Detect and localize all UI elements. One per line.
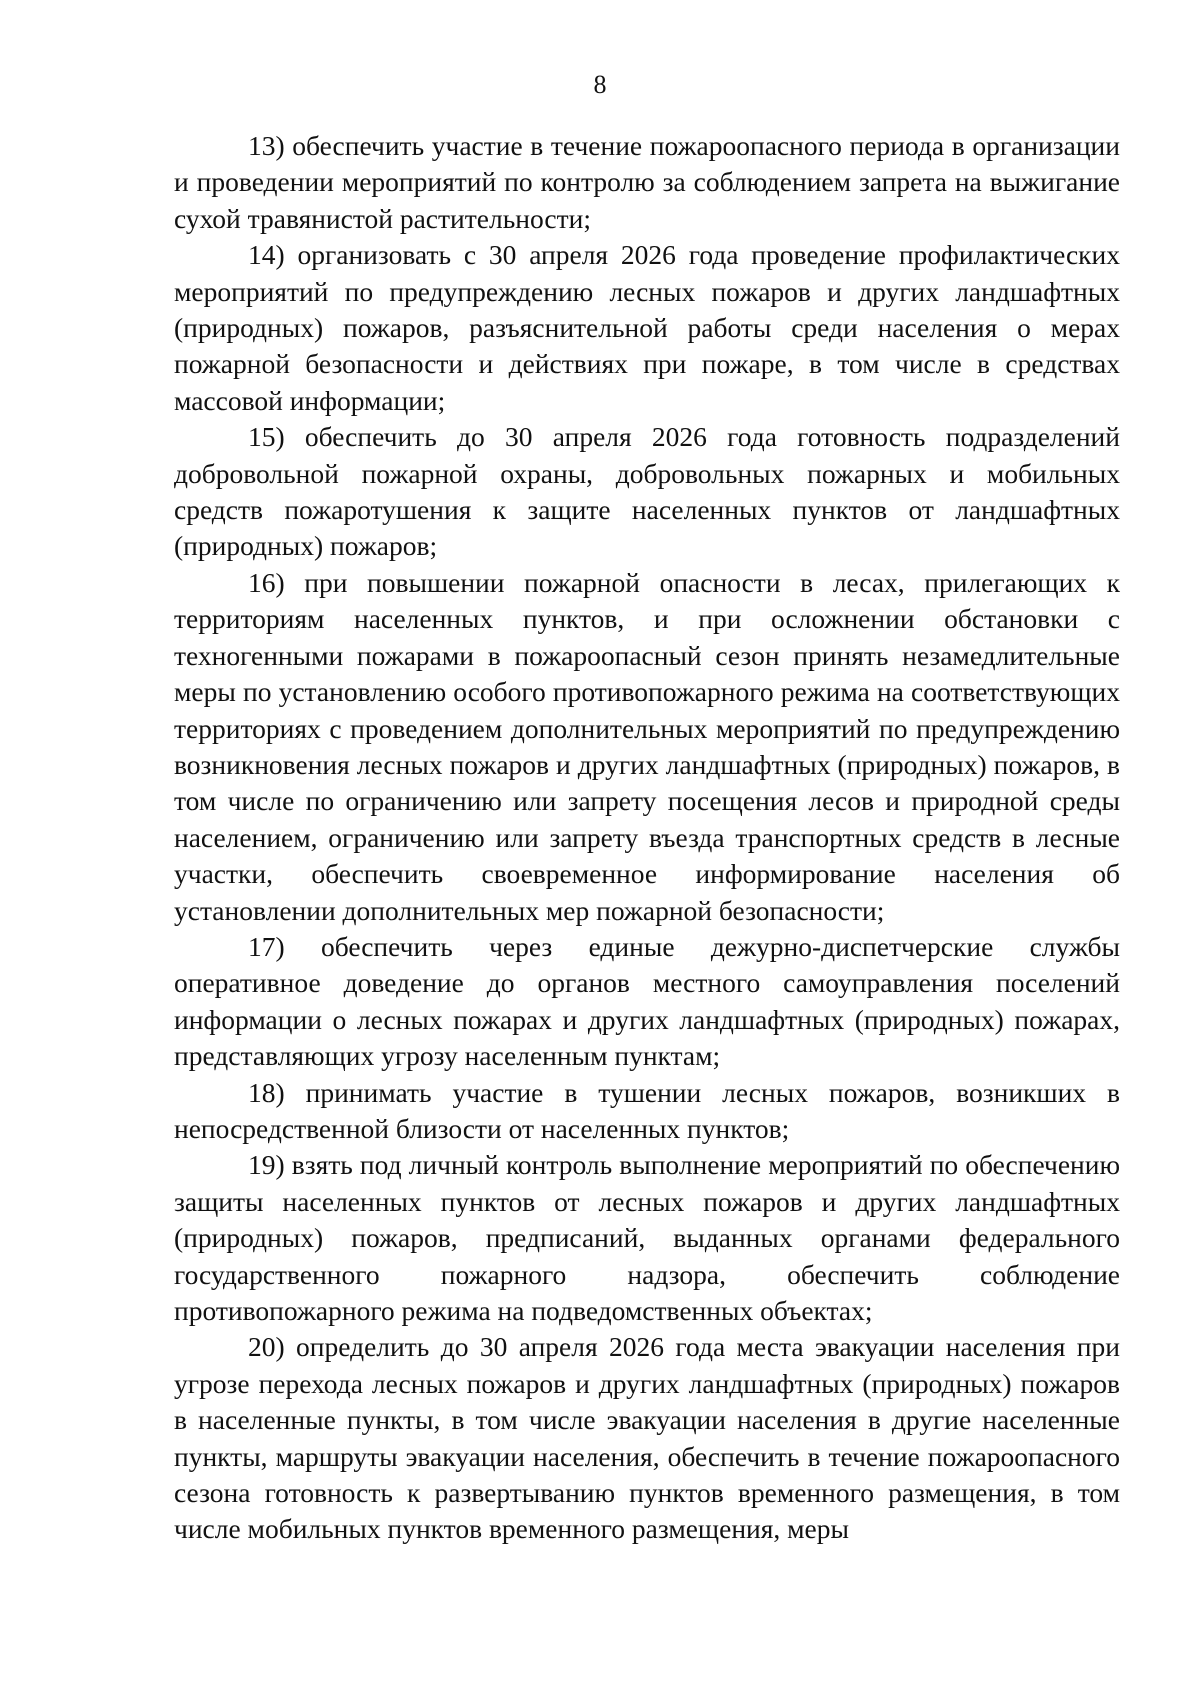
document-body (174, 128, 1120, 1548)
paragraph-item-15: 15) обеспечить до 30 апреля 2026 года готовность подразделений добровольной пожарной охраны, добровольных пожарных и мобильных средств пожаротушения к защите населенных пунктов от ландшафтных (природных) пожаров; (174, 421, 1120, 562)
paragraph-item-13: 13) обеспечить участие в течение пожароопасного периода в организации и проведении мероприятий по контролю за соблюдением запрета на выжигание сухой травянистой растительности; (174, 130, 1120, 234)
paragraph-item-17: 17) обеспечить через единые дежурно-диспетчерские службы оперативное доведение до органов местного самоуправления поселений информации о лесных пожарах и других ландшафтных (природных) пожарах, представляющих угрозу населенным пунктам; (174, 930, 1120, 1072)
paragraph-item-16: 16) при повышении пожарной опасности в лесах, прилегающих к территориям населенных пунктов, и при осложнении обстановки с техногенными пожарами в пожароопасный сезон принять незамедлительные меры по установлению особого противопожарного режима на соответствующих территориях с проведением дополнительных мероприятий по предупреждению возникновения лесных пожаров и других ландшафтных (природных) пожаров, в том числе по ограничению или запрету посещения лесов и природной среды населением, ограничению или запрету въезда транспортных средств в лесные участки, обеспечить своевременное информирование населения об установлении дополнительных мер пожарной безопасности; (174, 566, 1120, 926)
paragraph-item-19: 19) взять под личный контроль выполнение мероприятий по обеспечению защиты населенных пунктов от лесных пожаров и других ландшафтных (природных) пожаров, предписаний, выданных органами федерального государственного пожарного надзора, обеспечить соблюдение противопожарного режима на подведомственных объектах; (174, 1149, 1120, 1326)
paragraph-item-20: 20) определить до 30 апреля 2026 года места эвакуации населения при угрозе перехода лесных пожаров и других ландшафтных (природных) пожаров в населенные пункты, в том числе эвакуации населения в другие населенные пункты, маршруты эвакуации населения, обеспечить в течение пожароопасного сезона готовность к развертыванию пунктов временного размещения, в том числе мобильных пунктов временного размещения, меры (174, 1331, 1120, 1545)
page-number: 8 (593, 70, 607, 99)
paragraph-item-18: 18) принимать участие в тушении лесных пожаров, возникших в непосредственной близости от населенных пунктов; (174, 1076, 1120, 1144)
paragraph-item-14: 14) организовать с 30 апреля 2026 года проведение профилактических мероприятий по предупреждению лесных пожаров и других ландшафтных (природных) пожаров, разъяснительной работы среди населения о мерах пожарной безопасности и действиях при пожаре, в том числе в средствах массовой информации; (174, 239, 1120, 416)
